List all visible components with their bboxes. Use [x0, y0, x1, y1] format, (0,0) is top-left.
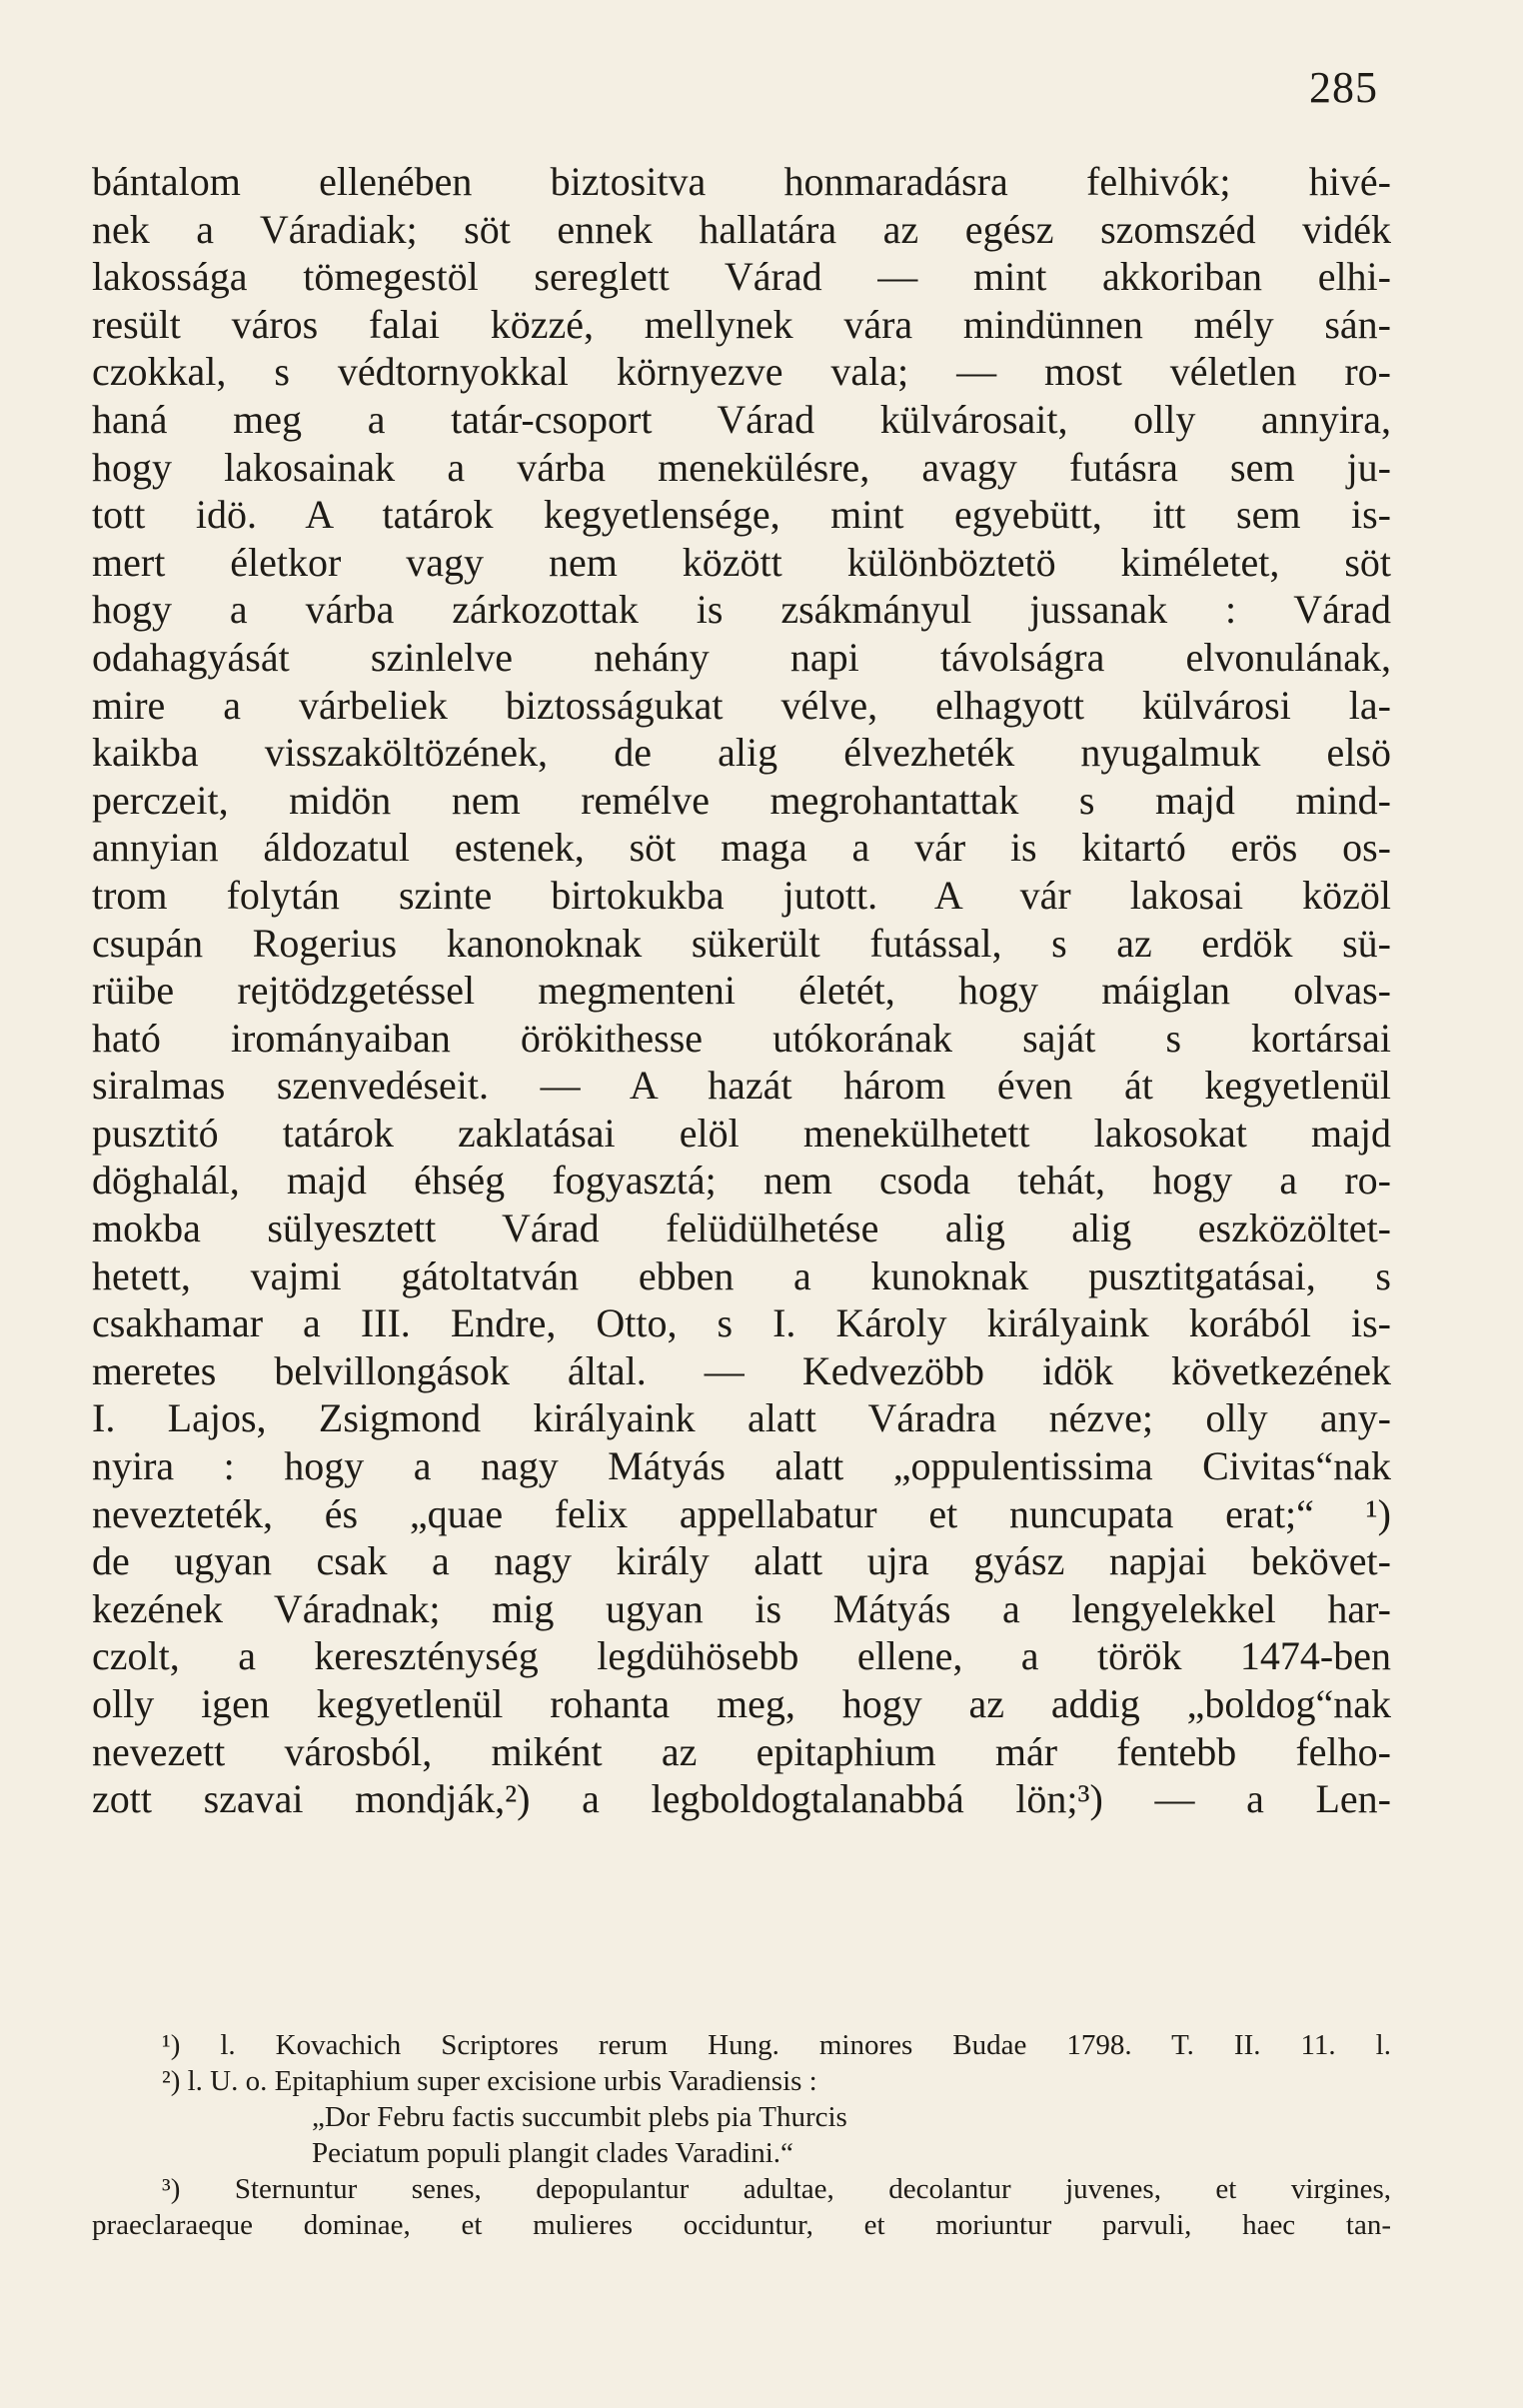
footnote-2-verse-1: „Dor Febru factis succumbit plebs pia Thurcis: [312, 2101, 847, 2133]
body-line: odahagyását szinlelve nehány napi távolságra elvonulának,: [92, 634, 1391, 680]
body-line: tott idö. A tatárok kegyetlensége, mint egyebütt, itt sem is-: [92, 492, 1391, 538]
body-line: bántalom ellenében biztositva honmaradásra felhivók; hivé-: [92, 159, 1391, 204]
body-line: lakossága tömegestöl sereglett Várad — mint akkoriban elhi-: [92, 254, 1391, 300]
body-line: perczeit, midön nem remélve megrohantattak s majd mind-: [92, 777, 1391, 823]
body-line: hogy a várba zárkozottak is zsákmányul jussanak : Várad: [92, 587, 1391, 633]
body-line: zott szavai mondják,²) a legboldogtalanabbá lön;³) — a Len-: [92, 1776, 1391, 1822]
body-line: rüibe rejtödzgetéssel megmenteni életét, hogy máiglan olvas-: [92, 968, 1391, 1014]
body-line: resült város falai közzé, mellynek vára mindünnen mély sán-: [92, 301, 1391, 347]
body-line: csakhamar a III. Endre, Otto, s I. Károly királyaink korából is-: [92, 1300, 1391, 1346]
body-line: ható irományaiban örökithesse utókorának saját s kortársai: [92, 1015, 1391, 1061]
footnote-3: ³) Sternuntur senes, depopulantur adultae, decolantur juvenes, et virgines,: [162, 2173, 1391, 2205]
footnote-2-verse-2: Peciatum populi plangit clades Varadini.“: [312, 2137, 793, 2169]
body-line: mire a várbeliek biztosságukat vélve, elhagyott külvárosi la-: [92, 682, 1391, 728]
body-line: olly igen kegyetlenül rohanta meg, hogy az addig „boldog“nak: [92, 1681, 1391, 1726]
footnote-1: ¹) l. Kovachich Scriptores rerum Hung. minores Budae 1798. T. II. 11. l.: [162, 2029, 1391, 2061]
body-line: I. Lajos, Zsigmond királyaink alatt Váradra nézve; olly any-: [92, 1395, 1391, 1441]
footnote-2: ²) l. U. o. Epitaphium super excisione urbis Varadiensis :: [162, 2065, 817, 2097]
body-line: nevezteték, és „quae felix appellabatur et nuncupata erat;“ ¹): [92, 1490, 1391, 1536]
body-line: annyian áldozatul estenek, söt maga a vár is kitartó erös os-: [92, 825, 1391, 871]
body-line: de ugyan csak a nagy király alatt ujra gyász napjai bekövet-: [92, 1538, 1391, 1584]
body-line: pusztitó tatárok zaklatásai elöl menekülhetett lakosokat majd: [92, 1110, 1391, 1156]
body-line: czolt, a kereszténység legdühösebb ellene, a török 1474-ben: [92, 1633, 1391, 1679]
body-line: haná meg a tatár-csoport Várad külvárosait, olly annyira,: [92, 396, 1391, 442]
footnote-3-continued: praeclaraeque dominae, et mulieres occiduntur, et moriuntur parvuli, haec tan-: [92, 2209, 1391, 2241]
body-line: kaikba visszaköltözének, de alig élvezheték nyugalmuk elsö: [92, 730, 1391, 776]
body-line: csupán Rogerius kanonoknak sükerült futással, s az erdök sü-: [92, 920, 1391, 966]
body-line: hetett, vajmi gátoltatván ebben a kunoknak pusztitgatásai, s: [92, 1252, 1391, 1298]
body-line: czokkal, s védtornyokkal környezve vala; — most véletlen ro-: [92, 349, 1391, 395]
body-line: döghalál, majd éhség fogyasztá; nem csoda tehát, hogy a ro-: [92, 1158, 1391, 1204]
body-line: mert életkor vagy nem között különböztetö kiméletet, söt: [92, 539, 1391, 585]
body-line: nek a Váradiak; söt ennek hallatára az egész szomszéd vidék: [92, 206, 1391, 252]
page-number: 285: [1309, 63, 1378, 112]
body-line: kezének Váradnak; mig ugyan is Mátyás a lengyelekkel har-: [92, 1585, 1391, 1631]
body-text: [92, 158, 1391, 1823]
body-line: nevezett városból, miként az epitaphium már fentebb felho-: [92, 1728, 1391, 1774]
body-line: trom folytán szinte birtokukba jutott. A vár lakosai közöl: [92, 872, 1391, 918]
body-line: mokba sülyesztett Várad felüdülhetése alig alig eszközöltet-: [92, 1205, 1391, 1251]
body-line: nyira : hogy a nagy Mátyás alatt „oppulentissima Civitas“nak: [92, 1443, 1391, 1489]
body-line: hogy lakosainak a várba menekülésre, avagy futásra sem ju-: [92, 444, 1391, 490]
footnotes: [92, 2027, 1391, 2243]
body-line: siralmas szenvedéseit. — A hazát három éven át kegyetlenül: [92, 1063, 1391, 1109]
body-line: meretes belvillongások által. — Kedvezöbb idök következének: [92, 1347, 1391, 1393]
